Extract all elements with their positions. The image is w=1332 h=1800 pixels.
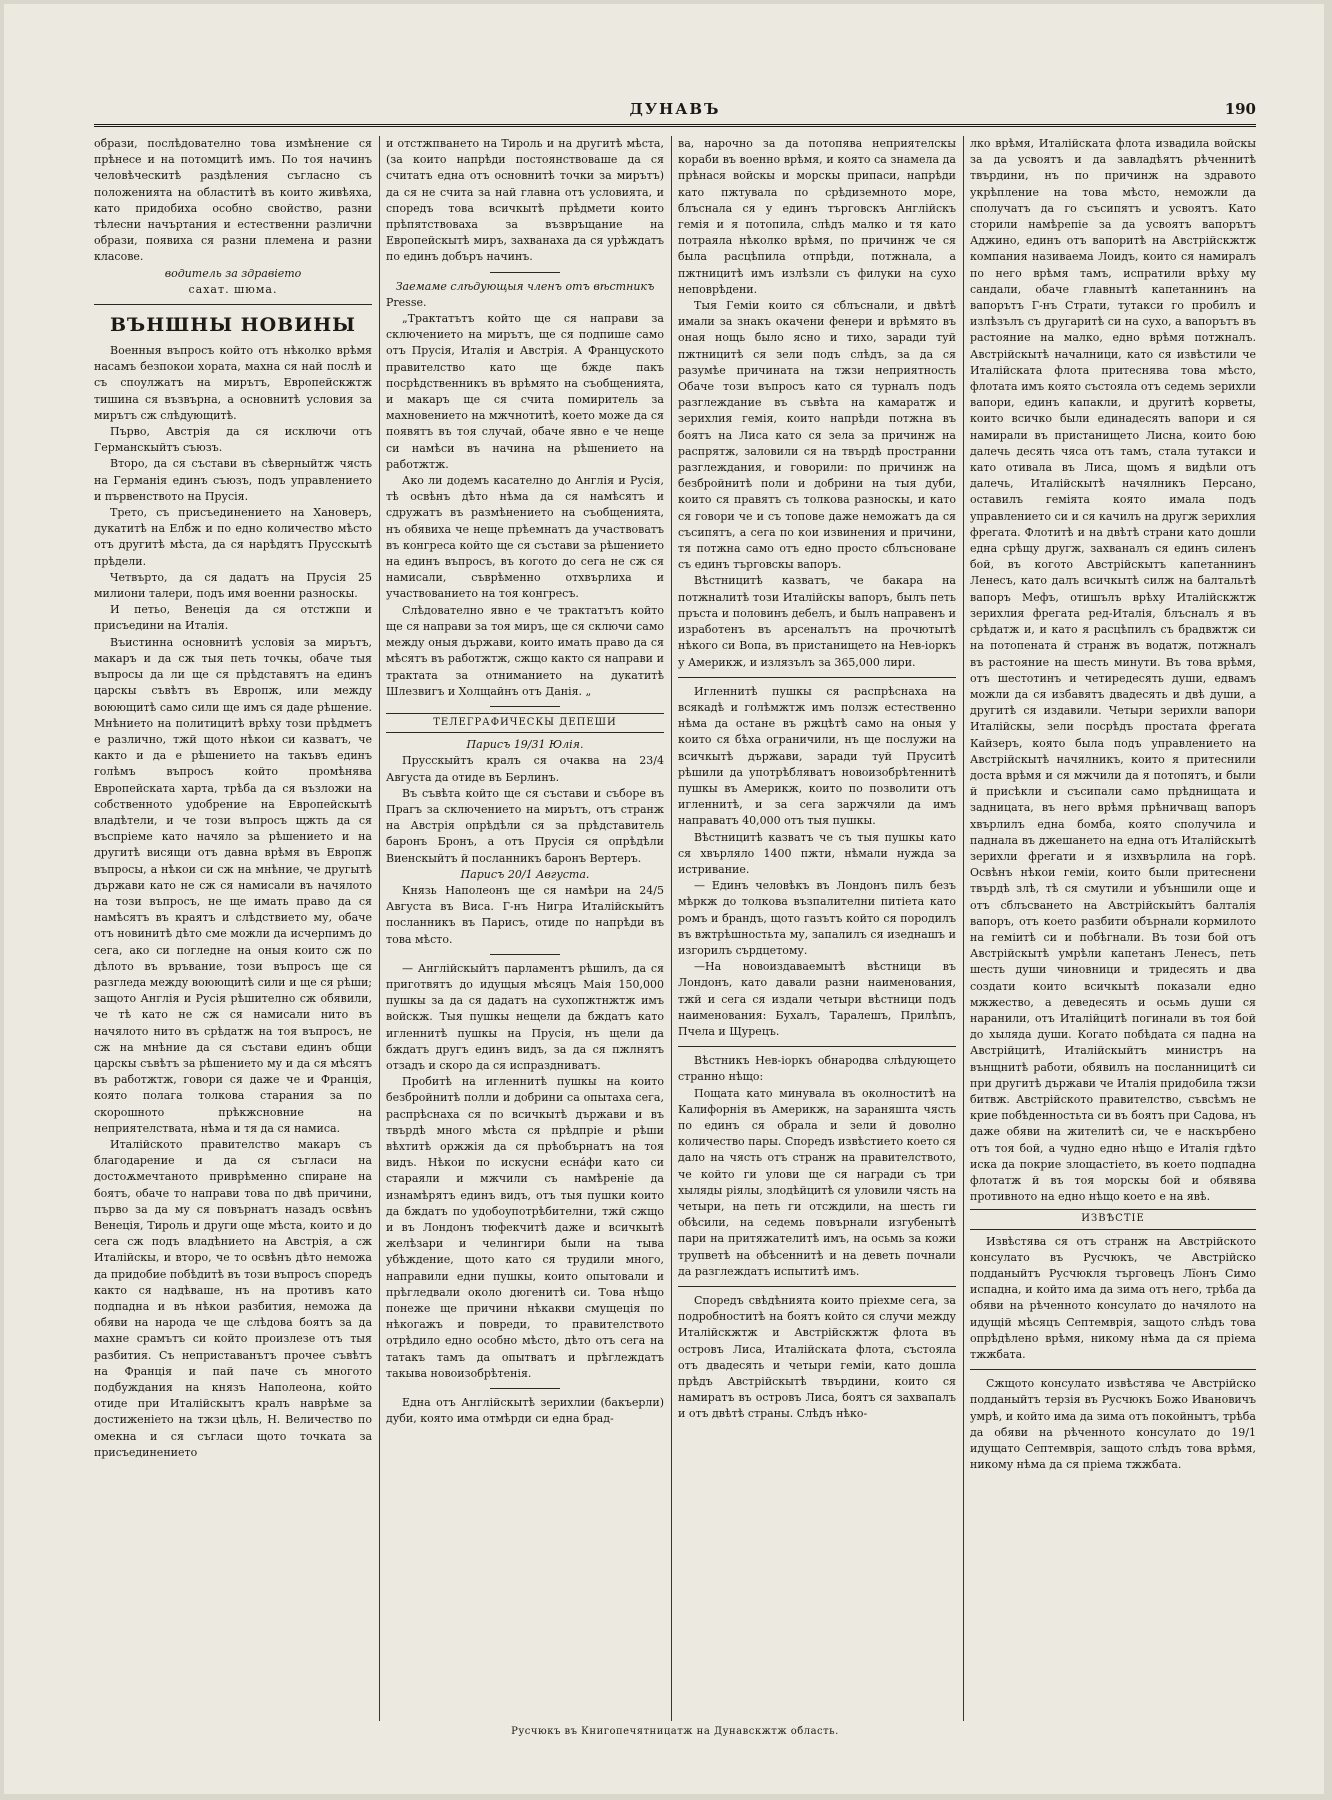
article-paragraph: —На новоиздаваемытѣ вѣстници въ Лондонъ, като давали разни наименования, тжй и сега ся издали четыри вѣстници подъ наименования: Бухалъ, Таралешъ, Прилѣпъ, Пчела и Щурецъ. [678, 960, 956, 1038]
short-divider [490, 954, 560, 955]
newspaper-page [4, 4, 1324, 1794]
short-divider [490, 272, 560, 273]
article-paragraph: Вѣстницитѣ казватъ, че бакара на потжналитѣ този Италійскы вапоръ, былъ петь пръста и половинъ дебелъ, и былъ направенъ и изработенъ въ арсеналътъ на прочютытѣ нѣкого си Вопа, въ пристанището на Нев-іоркъ у Америкж, и излязълъ за 365,000 лири. [678, 574, 956, 669]
dateline: Парисъ 20/1 Августа. [460, 867, 590, 881]
article-paragraph: Ако ли додемъ касателно до Англія и Русія, тѣ освѣнъ дѣто нѣма да ся намѣсятъ и сдружатъ въ размѣнението на съобщенията, нъ обявиха че неще прѣемнатъ да участвоватъ въ конгреса който ще ся състави за рѣшението на единъ въпросъ, въ когото до сега не сж ся намисали, съврѣменно отхвърлиха и участвованието на тоя конгресъ. [386, 474, 664, 601]
article-paragraph: Вѣстникъ Нев-іоркъ обнародва слѣдующето странно нѣщо: [678, 1054, 956, 1084]
dateline: Парисъ 19/31 Юлія. [466, 738, 584, 752]
article-paragraph: Вѣстницитѣ казватъ че съ тыя пушкы като ся хвърляло 1400 пжти, нѣмали нужда за истривание. [678, 830, 956, 876]
article-paragraph: ва, нарочно за да потопява неприятелскы кораби въ военно врѣмя, и която са знамела да прѣнася войскы и морскы припаси, напрѣди като пжтувала по срѣдиземното море, блъснала ся у единъ търговскъ Англійскъ гемія и я потопила, слѣдъ малко и тя като потраяла нѣколко врѣмя, по причинж че ся была расцѣпила отпрѣди, потжнала, а пжтницитѣ имъ излѣзли съ филуки на сухо неповрѣдени. [678, 137, 956, 296]
section-divider [94, 304, 372, 305]
article-paragraph: Първо, Австрія да ся исключи отъ Германскыйтъ съюзъ. [94, 425, 372, 455]
column-2 [386, 136, 664, 1721]
article-paragraph: Италійското правителство макаръ съ благодарение и да ся съгласи на достоѫмечтаното приврѣменно спиране на боятъ, обаче то направи това по двѣ причини, първо за да му ся повърнатъ назадъ освѣнъ Венеція, Тироль и други още мѣста, които и до сега сж подъ владѣнието на Австрія, а сж Италійскы, и второ, че то освѣнъ дѣто неможа да придобие побѣдитѣ въ този въпросъ споредъ както ся надѣваше, нъ на противъ като подпадна и въ нѣкои разбития, неможа да обяви на народа че ще слѣдова боятъ за да махне срамътъ си който произлезе отъ тыя разбития. Съ неприставанътъ прочее съвѣтъ на Франція и пай паче съ многото подбуждания на князъ Наполеона, който отиде при Италійскытъ кралъ наврѣме за достиженіето на тжзи цѣль, Н. Величество по омекна и ся съгласи щото точката за присъединението [94, 1137, 372, 1459]
article-paragraph: Въистинна основнитѣ условія за мирътъ, макаръ и да сж тыя петь точкы, обаче тыя въпросы да ли ще ся прѣдставятъ на единъ царскы съвѣтъ въ Европж, или между воюющитѣ само сили ще имъ ся даде рѣшение. Мнѣнието на политицитѣ врѣху този прѣдметъ е различно, тжй щото нѣкои си казватъ, че както и да е рѣшението на такъвъ единъ голѣмъ въпросъ който промѣнява Европейската харта, трѣба да ся възложи на собственното удобрение на Европейскытѣ владѣтели, и че този въпросъ щжть да ся въспріеме като начяло за рѣшението и на другитѣ висящи отъ давна врѣмя въ Европж въпросы, а нѣкои си сж на мнѣние, че другытѣ държави като не сж ся намисали въ начялото на този въпросъ, не ще имать право да ся намѣсятъ въ краятъ и слѣдствието му, обаче отъ новинитѣ дѣто сме можли да исчерпимъ до сега, ако си погледне на оныя които сж по дѣлото въ връвание, този въпросъ ще ся разгледа между воюющитѣ сили и ще ся рѣши; защото Англія и Русія рѣшително сж обявили, че тѣ като не сж ся намисали нито въ начялото нито въ срѣдатж на тоя въпросъ, не сж на мнѣние да ся състави единъ общи царскы съвѣтъ за рѣшението му и да ся мѣсятъ въ работжтж, говори ся даже че и Франція, която полага толкова старания за по скорошното прѣкжсновние на неприятелствата, нѣма и тя да ся намиса. [94, 635, 372, 1135]
article-paragraph: — Единъ человѣкъ въ Лондонъ пилъ безъ мѣркж до толкова възпалителни питіета като ромъ и брандъ, щото газътъ който ся породилъ въ вжтрѣшностьта му, запалилъ ся изеднашъ и изгорилъ сърдцетому. [678, 879, 956, 957]
printer-imprint: Русчюкъ въ Книгопечятницатж на Дунавскжтж область. [511, 1726, 839, 1737]
article-paragraph: — Англійскыйтъ парламентъ рѣшилъ, да ся приготвятъ до идущыя мѣсяцъ Маія 150,000 пушкы за да ся дадатъ на сухопжтнжтж имъ войскж. Тыя пушкы нещели да бждатъ като игленнитѣ пушкы на Прусія, нъ щели да бждатъ другъ единъ видъ, за да ся пжлнятъ отзадъ и скоро да ся испраздниватъ. [386, 961, 664, 1072]
notice-paragraph: Сжщото консулато извѣстява че Австрійско подданыйтъ терзія въ Русчюкъ Божо Ивановичъ умрѣ, и който има да зима отъ покойнытъ, трѣба да обяви на рѣченното консулато до 19/1 идущато Септемврія, защото слѣдъ това врѣмя, никому нѣма да ся пріема тжжбата. [970, 1377, 1256, 1472]
article-paragraph: Пощата като минувала въ околноститѣ на Калифорнія въ Америкж, на зараняшта чясть по единъ ся обрала и зели й доволно количество пары. Споредъ извѣстието което ся дало на чясть отъ странж на правителството, че който ги улови ще ся награди съ три хыляды ріялы, злодѣйцитѣ ся уловили чясть на четыри, на петь ги отсждили, на шесть ги обѣсили, на седемь повърнали изгубенытѣ пари на притяжателитѣ имъ, на осьмь за кожи трупветѣ на обѣсеннитѣ и на деветь почнали да разглеждатъ испытитѣ имъ. [678, 1086, 956, 1278]
short-divider [490, 1388, 560, 1389]
article-paragraph: Военныя въпросъ който отъ нѣколко врѣмя насамъ безпокои хората, махна ся най послѣ и съ споулжатъ на мирътъ, Европейскжтж тишина ся възвърна, а основнитѣ условия за мирътъ сж слѣдующитѣ. [94, 344, 372, 422]
article-paragraph: Игленнитѣ пушкы ся распрѣснаха на всякадѣ и голѣмжтж имъ ползж естественно нѣма да остане въ ржцѣтѣ само на оныя у които ся бѣха ограничили, нъ ще послужи на всичкытѣ държави, заради туй Пруситѣ рѣшили да употрѣбляватъ новоизобрѣтеннитѣ пушкы въ Америкж, които по позволити отъ игленнитѣ, и за сега заржчяли да имъ направатъ 40,000 отъ тыя пушкы. [678, 684, 956, 828]
telegram-item: Князь Наполеонъ ще ся намѣри на 24/5 Августа въ Виса. Г-нъ Нигра Италійскыйтъ посланникъ въ Парисъ, отиде по напрѣди въ това мѣсто. [386, 883, 664, 946]
article-paragraph: И петьо, Венеція да ся отстжпи и присъедини на Италія. [94, 603, 372, 633]
column-rule [671, 136, 672, 1721]
article-paragraph: лко врѣмя, Италійската флота извадила войскы за да усвоятъ и да завладѣятъ рѣченнитѣ твърдини, нъ по причинж на здравото укрѣпление на това мѣсто, неможли да сполучатъ да го съсипятъ и усвоятъ. Като сторили намѣрепіе за да усвоятъ вапорътъ Аджино, единъ отъ вапоритѣ на Австрійскжтж компания називаема Лоидъ, които ся намиралъ по него врѣмя тамъ, испратили врѣху му сандали, обаче главнытѣ капетаннинъ на вапорътъ Г-нъ Страти, тутакси го пробилъ и излѣзълъ съ другаритѣ си на сухо, а вапорътъ въ растояние на малко, едно врѣмя потжналъ. Австрійскытѣ началници, като ся извѣстили че Италійската флота притеснява това мѣсто, флотата имъ която състояла отъ седемь зерихли вапори, единъ капакли, и другитѣ корветы, които всичко были единадесять вапори и ся намирали въ пристанището Лисна, които бою далечь десять чяса отъ тамъ, стала тутакси и като отивала въ Лиса, щомъ я видѣли отъ далечь, Италійскытѣ начялникъ Персано, оставилъ геміята която имала подъ управлението си и ся качилъ на другж зерихлия фрегата. Флотитѣ и на двѣтѣ страни като дошли една срѣщу другж, захваналъ ся единъ силенъ бой, въ когото Австрійскытъ капетаннинъ Ленесъ, като далъ всичкытѣ силж на балтальтѣ вапоръ Мефъ, отишълъ врѣху Италійскжтж зерихлия фрегата ред-Италія, блъсналъ я въ срѣдатж и, и като я расцѣпилъ съ брадвжтж си на потопената й странж въ водатж, потжналъ въ растояние на шесть минути. Въ това врѣмя, отъ шестотинъ и четиредесять души, едвамъ можли да ся избавятъ двадесять и двѣ души, а другитѣ ся издавили. Четыри зерихли вапори Италійскы, зели посрѣдъ простата фрегата Кайзеръ, която была подъ управлението на Австрійскытѣ начялникъ, които я притеснили доста врѣмя и ся мжчили да я потопятъ, и были й присѣкли и съсипали само прѣднищата и задницата, въ него врѣмя прѣничващ вапоръ хвърлилъ една бомба, която сполучила и паднала въ джешането на една отъ Италійскытѣ зерихли фрегати и я изхвърлила на горѣ. Освѣнъ нѣкои геміи, които были притеснени твърдѣ злѣ, тѣ ся смутили и убъншили още и отъ сблъсването на Австрійскыйтъ балталія вапоръ, отъ което разбити обърнали кормилото на геміитѣ си и побѣгнали. Въ този бой отъ Австрійскытѣ умрѣли капетанъ Ленесъ, петь шесть души чиновници и тридесять и два создати които всичкытѣ показали едно мжжество, а деведесять и осьмь души ся наранили, отъ Италійцитѣ погинали въ тоя бой до хыляда души. Когато побѣдата ся падна на Австрійцитѣ, Италійскыйтъ министръ на вънщнитѣ работи, обявилъ на посланницитѣ си при другитѣ държави че Италія придобила тжзи битвж. Австрійското правителство, съвсѣмъ не крие побѣденностьта си въ боятъ при Садова, нъ даже обяви на жителитѣ си, че е наскърбено отъ тоя бой, а чудно едно нѣщо е Италія гдѣто иска да покрие злощастіето, въ което подпадна флотатж й въ тоя морскы бой и обявява противното на едно нѣщо което е на явѣ. [970, 137, 1256, 1204]
section-title-foreign-news: ВЪНШНЫ НОВИНЫ [110, 314, 356, 337]
section-title-telegrams: ТЕЛЕГРАФИЧЕСКЫ ДЕПЕШИ [386, 713, 664, 733]
article-paragraph: Пробитѣ на игленнитѣ пушкы на които безбройнитѣ полли и добрини са опытаха сега, распрѣснаха ся по всичкытѣ държави и въ твърдѣ много мѣста ся прѣдпріе и рѣши вѣхтитѣ оржжія да ся прѣобърнатъ на тоя видъ. Нѣкои по искусни есна́фи като си стараяли и мжчили съ намѣреніе да изнамѣрятъ единъ видъ, отъ тыя пушки които да бждатъ по удобоупотрѣбителни, тжй сжщо и въ Лондонъ тюфекчитѣ даже и всичкытѣ желѣзари и челингири были на тыва убѣждение, щото като ся трудили много, направили едни пушкы, които опытовали и прѣгледвали около дюгенитѣ си. Това нѣщо понеже ще причини нѣкакви смущеція по нѣкогажъ и повреди, то правителството отрѣдило едно особно мѣсто, дѣто отъ сега на татакъ тамъ да опытватъ и прѣглеждатъ такыва новоизобрѣтенія. [386, 1075, 664, 1380]
short-divider [490, 706, 560, 707]
section-divider [970, 1369, 1256, 1370]
article-paragraph: Слѣдователно явно е че трактатътъ който ще ся направи за тоя миръ, ще ся сключи само между оныя държави, които имать право да ся мѣсятъ въ работжтж, сжщо както ся направи и трактата за отниманието на дукатитѣ Шлезвигъ и Холщайнъ отъ Данія. „ [386, 603, 664, 698]
article-paragraph: Една отъ Англійскытѣ зерихлии (бакъерли) дуби, която има отмѣрди си една брад- [386, 1396, 664, 1426]
column-4 [970, 136, 1256, 1721]
telegram-item: Въ съвѣта който ще ся състави и съборе въ Прагъ за сключението на мирътъ, отъ странж на Австрія опрѣдѣли ся за прѣдставитель баронъ Бронъ, а отъ Прусія ся опрѣдѣли Виенскыйтъ й посланникъ баронъ Вертеръ. [386, 786, 664, 865]
article-paragraph: „Трактатътъ който ще ся направи за сключението на мирътъ, ще ся подпише само отъ Прусія, Италія и Австрія. А Француското правителство като ще бжде пакъ посрѣдственникъ въ врѣмято на съобщенията, и макаръ ще ся счита помиритель за махновението на мжчнотитѣ, което може да ся появятъ въ тоя случай, обаче явно е че неще си намѣси въ начина на рѣшението на работжтж. [386, 312, 664, 471]
article-paragraph: Споредъ свѣдѣнията които прiехме сега, за подробноститѣ на боятъ който ся случи между Италійскжтж и Австрійскжтж флота въ островъ Лиса, Италійската флота, състояла отъ двадесять и четыри геміи, като дошла прѣдъ Австрійскытѣ твърдини, които ся намиратъ въ островъ Лиса, боятъ ся захвапалъ и отъ двѣтѣ страны. Слѣдъ нѣко- [678, 1294, 956, 1421]
signature-name: сахат. шюма. [188, 282, 278, 296]
column-rule [379, 136, 380, 1721]
column-rule [963, 136, 964, 1721]
page-header [94, 96, 1256, 127]
source-name: Presse. [386, 295, 427, 309]
article-paragraph: Трето, съ присъединението на Хановеръ, дукатитѣ на Елбж и по едно количество мѣсто отъ другитѣ мѣста, да ся нарѣдятъ Прусскытѣ прѣдели. [94, 506, 372, 568]
section-title-notice: ИЗВѢСТІЕ [970, 1209, 1256, 1229]
article-paragraph: Второ, да ся състави въ сѣверныйтж чясть на Германія единъ съюзъ, подъ управлението и първенството на Прусія. [94, 457, 372, 503]
section-divider [678, 677, 956, 678]
notice-paragraph: Извѣстява ся отъ странж на Австрійското консулато въ Русчюкъ, че Австрійско подданыйтъ Русчюкля търговецъ Лїонъ Симо испадна, и който има да зима отъ него, трѣба да обяви на рѣченното консулато до начялото на идущій мѣсяцъ Септемврія, защото слѣдъ това опрѣдѣлено врѣмя, никому нѣма да ся пріема тжжбата. [970, 1234, 1256, 1362]
section-divider [678, 1046, 956, 1047]
signature-role: водитель за здравіето [164, 266, 302, 280]
article-paragraph: образи, послѣдователно това измѣнение ся прѣнесе и на потомцитѣ имъ. По тоя начинъ человѣческитѣ раздѣления съгласно съ положенията на областитѣ въ които живѣяха, като придобиха особно свойство, разни тѣлесни начъртания и естественни различни образи, появиха ся разни племена и разни класове. [94, 137, 372, 264]
article-paragraph: и отстжпването на Тироль и на другитѣ мѣста, (за които напрѣди постоянствоваше да ся считатъ една отъ основнитѣ точки за мирътъ) да ся не счита за най главна отъ условията, и споредъ това всичкытѣ прѣдмети които прѣпятствоваха за възвръщание на Европейскытѣ миръ, захванаха да ся урѣждатъ по единъ добъръ начинъ. [386, 137, 664, 264]
article-paragraph: Тыя Геміи които ся сблъснали, и двѣтѣ имали за знакъ окачени фенери и врѣмято въ оная нощь было ясно и тихо, заради туй пжтницитѣ ся зели подъ слѣдъ, за да ся разумѣе причината на тжзи неприятность Обаче този въпросъ като ся турналъ подъ разглеждание въ съвѣта на камаратж и зерихлия гемія, които напрѣди потжна въ боятъ на Лиса като ся зела за причинж на распрятж, заловили ся на твърдѣ пространни разглеждания, и говорили: по причинж на безбройнитѣ поли и добрини на тыя дуби, които ся правятъ съ толкова разноскы, и като ся говори че и съ топове даже неможатъ да ся съсипятъ, а сега по кои извинения и причини, тя потжна само отъ едно просто сблъсноване съ единъ търговскы вапоръ. [678, 299, 956, 572]
article-columns [94, 136, 1256, 1721]
column-3 [678, 136, 956, 1721]
telegram-item: Прусскыйтъ кралъ ся очаква на 23/4 Августа да отиде въ Берлинъ. [386, 754, 664, 784]
page-number: 190 [1224, 100, 1256, 118]
column-1 [94, 136, 372, 1721]
section-divider [678, 1286, 956, 1287]
source-attribution: Заемаме слѣдующыя членъ отъ вѣстникъ [395, 279, 655, 293]
newspaper-title: ДУНАВЪ [629, 100, 721, 118]
article-paragraph: Четвърто, да ся дадатъ на Прусія 25 милиони талери, подъ имя военни разноскы. [94, 570, 372, 601]
